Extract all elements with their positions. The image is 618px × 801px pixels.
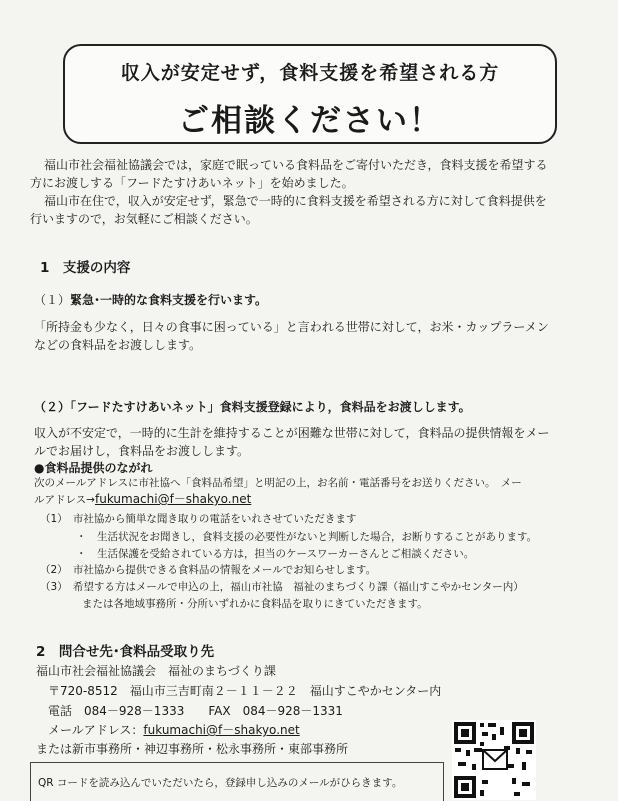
item2-text1: 収入が不安定で，一時的に生計を維持することが困難な世帯に対して，食料品の提供情報をメー (34, 426, 550, 440)
section2-title: 2 問合せ先･食料品受取り先 (36, 644, 215, 660)
contact-email-link[interactable]: fukumachi@f－shakyo.net (143, 723, 300, 737)
step-1-note-b: ・ 生活保護を受給されている方は，担当のケースワーカーさんとご相談ください。 (76, 548, 475, 560)
step-3: （3） 希望する方はメールで申込の上，福山市社協 福祉のまちづくり課（福山すこやかセンター内） (40, 581, 524, 593)
title-line1: 収入が安定せず，食料支援を希望される方 (120, 62, 500, 84)
intro-line4: 行いますので，お気軽にご相談ください。 (30, 212, 258, 226)
flow-email-prefix: ルアドレス→ (34, 494, 95, 506)
flow-text2 (34, 492, 251, 508)
flow-title: ●食料品提供のながれ (34, 461, 153, 475)
intro-line1: 福山市社会福祉協議会では，家庭で眠っている食料品をご寄付いただき，食料支援を希望する (44, 158, 548, 172)
step-1: （1） 市社協から簡単な聞き取りの電話をいれさせていただきます (40, 513, 357, 525)
qr-code-icon[interactable] (452, 720, 536, 800)
contact-address: 〒720-8512 福山市三吉町南２－１１－２２ 福山すこやかセンター内 (48, 684, 442, 698)
contact-email-row (48, 721, 300, 739)
item1-text2: などの食料品をお渡しします。 (34, 338, 202, 352)
section1-title: 1 支援の内容 (40, 260, 131, 276)
contact-org: 福山市社会福祉協議会 福祉のまちづくり課 (36, 664, 276, 678)
item1-heading-text: 緊急･一時的な食料支援を行います。 (70, 293, 268, 307)
item2-heading: （２）「フードたすけあいネット」食料支援登録により，食料品をお渡しします。 (34, 400, 471, 414)
contact-offices: または新市事務所・神辺事務所・松永事務所・東部事務所 (36, 742, 349, 756)
intro-line2: 方にお渡しする「フードたすけあいネット」を始めました。 (30, 176, 354, 190)
intro-line3: 福山市在住で，収入が安定せず，緊急で一時的に食料支援を希望される方に対して食料提供を (44, 194, 547, 208)
step-1-note-a: ・ 生活状況をお聞きし，食料支援の必要性がないと判断した場合，お断りすることがあります。 (76, 531, 538, 543)
item2-text2: ルでお届けし，食料品をお渡しします。 (34, 444, 250, 458)
title-box (63, 44, 557, 144)
item1-heading (34, 291, 267, 308)
title-line2: ご相談ください！ (178, 103, 442, 139)
qr-note: QR コードを読み込んでいただいたら，登録申し込みのメールがひらきます。 (38, 777, 403, 789)
contact-email-label: メールアドレス： (48, 723, 144, 737)
step-2: （2） 市社協から提供できる食料品の情報をメールでお知らせします。 (40, 564, 377, 576)
item1-heading-number: （１） (34, 293, 71, 307)
contact-phone: 電話 084－928－1333 FAX 084－928－1331 (48, 704, 343, 718)
flow-email-link[interactable]: fukumachi@f－shakyo.net (94, 492, 252, 506)
step-3-cont: または各地域事務所・分所いずれかに食料品を取りにきていただきます。 (40, 598, 428, 610)
item1-text1: 「所持金も少なく，日々の食事に困っている」と言われる世帯に対して，お米・カップラーメン (34, 320, 549, 334)
flow-text1: 次のメールアドレスに市社協へ「食料品希望」と明記の上，お名前・電話番号をお送りください。 メー (34, 477, 522, 489)
